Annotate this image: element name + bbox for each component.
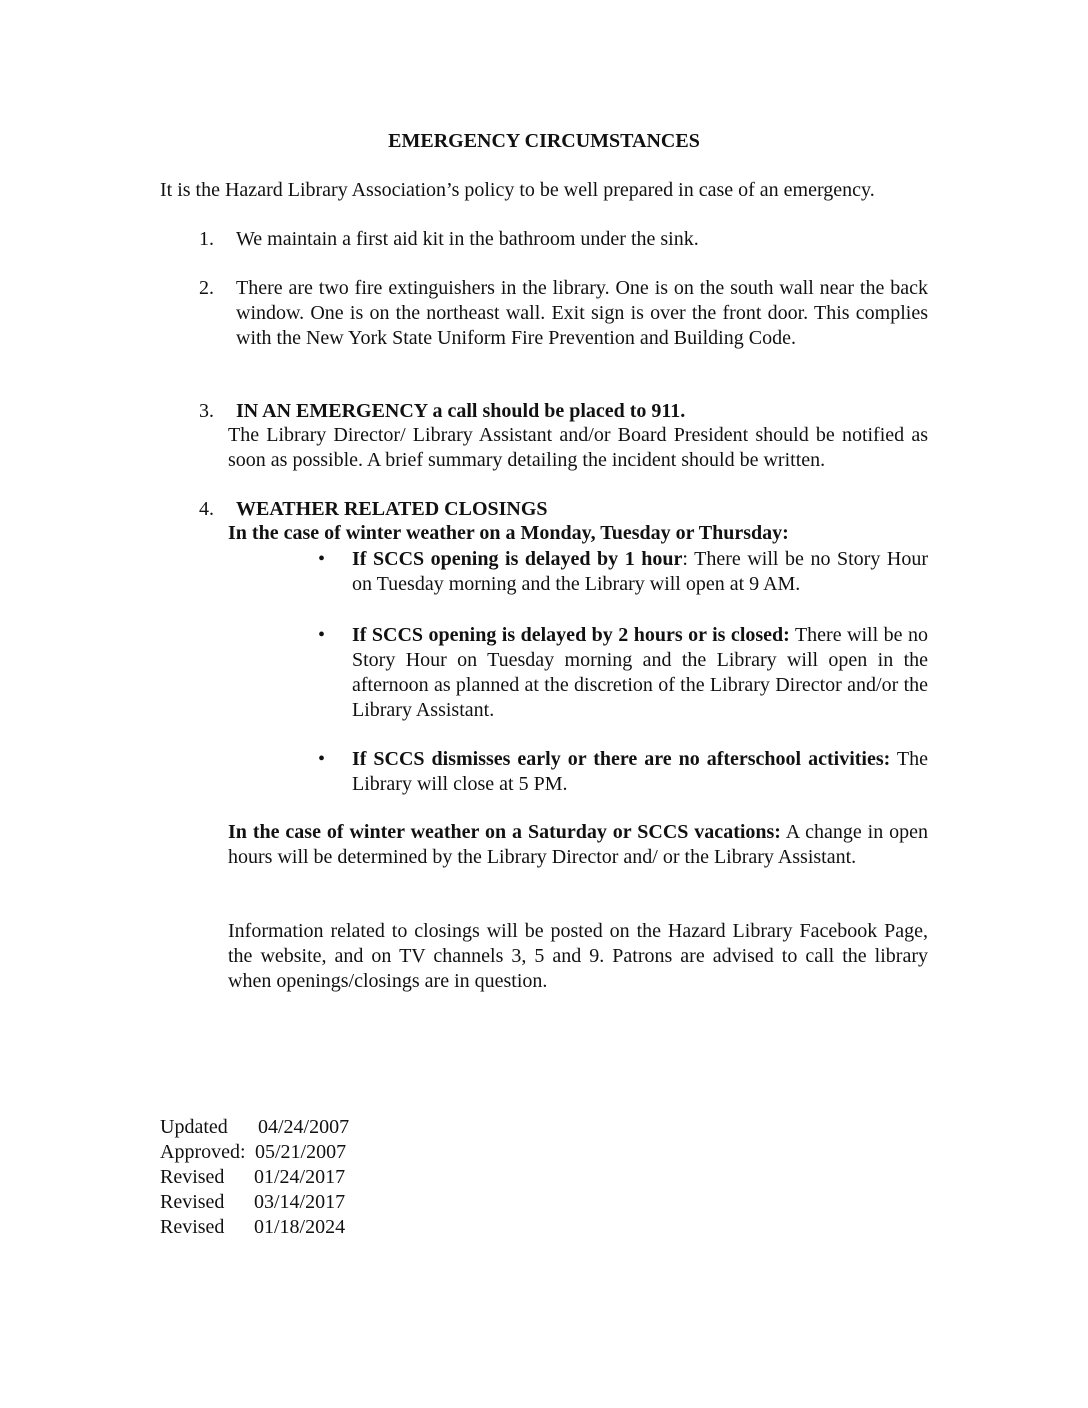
history-date: 01/24/2017	[254, 1166, 346, 1188]
bullet-3	[352, 747, 928, 797]
history-row	[160, 1165, 349, 1190]
history-label: Revised	[160, 1166, 225, 1188]
history-label: Updated	[160, 1116, 228, 1138]
bullet-2-bold: If SCCS opening is delayed by 2 hours or is closed:	[352, 624, 790, 646]
item-2-text: There are two fire extinguishers in the library. One is on the south wall near the back window. One is on the northeast wall. Exit sign is over the front door. This complies with the New York State Uniform Fire Prevention and Building Code.	[236, 277, 928, 349]
item-4-number: 4.	[199, 498, 214, 520]
bullet-1-text: : There will be no Story Hour on Tuesday morning and the Library will open at 9 AM.	[352, 548, 928, 595]
history-row	[160, 1115, 349, 1140]
history-row	[160, 1215, 349, 1240]
history-label: Revised	[160, 1191, 225, 1213]
history-date: 01/18/2024	[254, 1216, 346, 1238]
revision-history	[160, 1115, 349, 1240]
bullet-3-bold: If SCCS dismisses early or there are no afterschool activities:	[352, 748, 891, 770]
item-1-text: We maintain a first aid kit in the bathroom under the sink.	[236, 228, 699, 250]
item-3-text: The Library Director/ Library Assistant and/or Board President should be notified as soon as possible. A brief summary detailing the incident should be written.	[228, 424, 928, 471]
bullet-1-bold: If SCCS opening is delayed by 1 hour	[352, 548, 683, 570]
history-row	[160, 1140, 349, 1165]
bullet-2-text: There will be no Story Hour on Tuesday morning and the Library will open in the afternoon as planned at the discretion of the Library Director and/or the Library Assistant.	[352, 624, 928, 721]
item-4-subheading: In the case of winter weather on a Monday, Tuesday or Thursday:	[228, 522, 789, 544]
item-4-heading: WEATHER RELATED CLOSINGS	[236, 498, 548, 520]
item-3-number: 3.	[199, 400, 214, 422]
bullet-2	[352, 623, 928, 723]
page-title: EMERGENCY CIRCUMSTANCES	[388, 130, 700, 152]
intro-paragraph: It is the Hazard Library Association’s policy to be well prepared in case of an emergency.	[160, 179, 875, 201]
item-3-heading: IN AN EMERGENCY a call should be placed to 911.	[236, 400, 686, 422]
item-2-number: 2.	[199, 277, 214, 299]
history-date: 03/14/2017	[254, 1191, 346, 1213]
history-label: Revised	[160, 1216, 225, 1238]
history-date: 04/24/2007	[258, 1116, 350, 1138]
closing-info-paragraph: Information related to closings will be posted on the Hazard Library Facebook Page, the website, and on TV channels 3, 5 and 9. Patrons are advised to call the library when openings/closings are in question.	[228, 920, 928, 992]
bullet-3-text: The Library will close at 5 PM.	[352, 748, 929, 795]
history-date: 05/21/2007	[255, 1141, 347, 1163]
bullet-2-dot: •	[318, 624, 326, 646]
bullet-1-dot: •	[318, 548, 326, 570]
bullet-1	[352, 547, 928, 597]
bullet-3-dot: •	[318, 748, 326, 770]
history-label: Approved:	[160, 1141, 246, 1163]
saturday-paragraph	[228, 820, 928, 870]
item-1-number: 1.	[199, 228, 214, 250]
saturday-bold: In the case of winter weather on a Saturday or SCCS vacations:	[228, 821, 781, 843]
saturday-text: A change in open hours will be determined by the Library Director and/ or the Library Assistant.	[228, 821, 928, 868]
history-row	[160, 1190, 349, 1215]
